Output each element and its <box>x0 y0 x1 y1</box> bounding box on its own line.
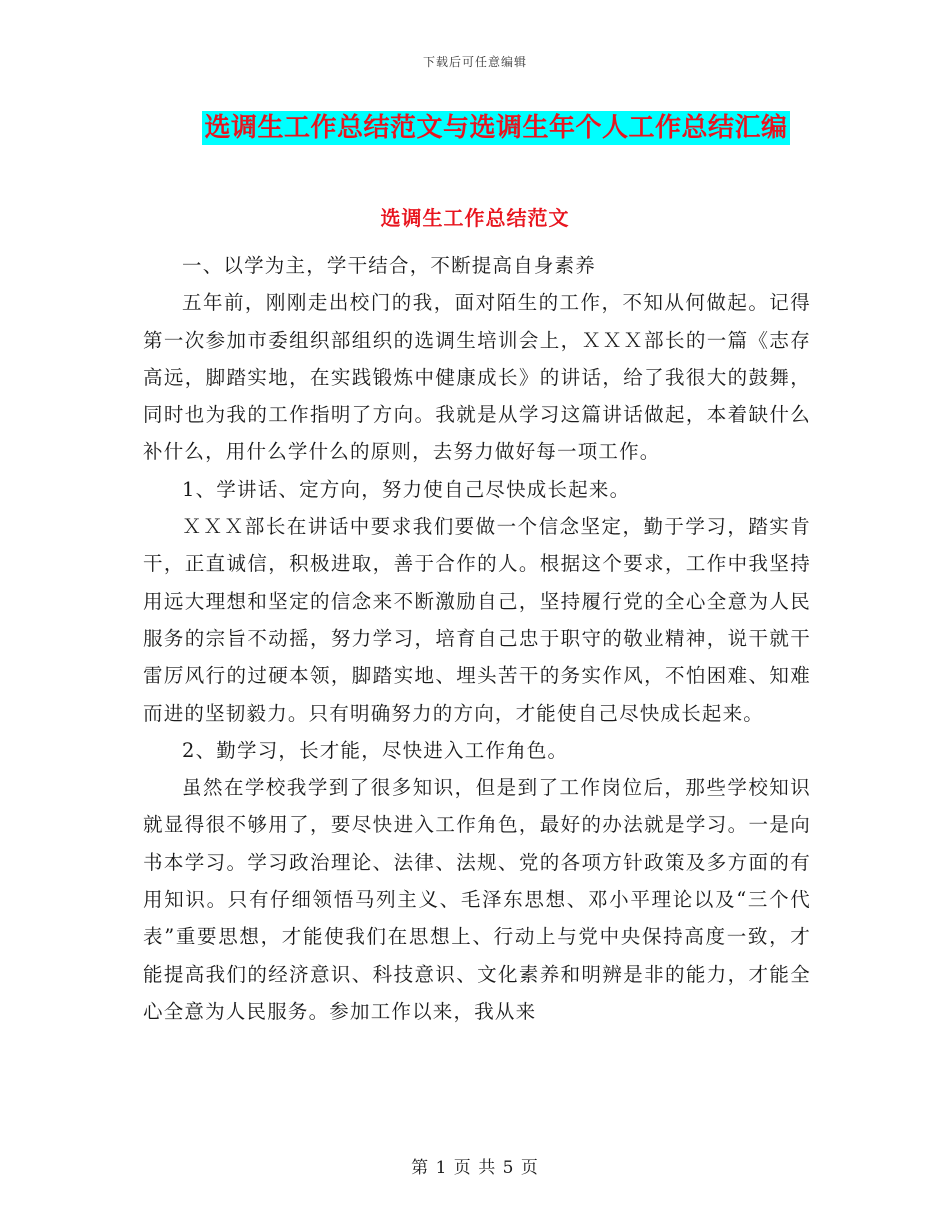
main-title-container <box>0 111 950 145</box>
paragraph-1: 五年前，刚刚走出校门的我，面对陌生的工作，不知从何做起。记得第一次参加市委组织部组织的选调生培训会上，ＸＸＸ部长的一篇《志存高远，脚踏实地，在实践锻炼中健康成长》的讲话，给了我很大的鼓舞，同时也为我的工作指明了方向。我就是从学习这篇讲话做起，本着缺什么补什么，用什么学什么的原则，去努力做好每一项工作。 <box>143 291 811 464</box>
paragraph-heading-1: 一、以学为主，学干结合，不断提高自身素养 <box>182 254 597 277</box>
paragraph-subheading-1: 1、学讲话、定方向，努力使自己尽快成长起来。 <box>182 477 631 501</box>
paragraph-subheading-2: 2、勤学习，长才能，尽快进入工作角色。 <box>182 738 569 762</box>
page-footer: 第 1 页 共 5 页 <box>411 1158 539 1178</box>
paragraph-3: 虽然在学校我学到了很多知识，但是到了工作岗位后，那些学校知识就显得很不够用了，要尽快进入工作角色，最好的办法就是学习。一是向书本学习。学习政治理论、法律、法规、党的各项方针政策及多方面的有用知识。只有仔细领悟马列主义、毛泽东思想、邓小平理论以及“三个代表”重要思想，才能使我们在思想上、行动上与党中央保持高度一致，才能提高我们的经济意识、科技意识、文化素养和明辨是非的能力，才能全心全意为人民服务。参加工作以来，我从来 <box>143 776 811 1023</box>
section-title: 选调生工作总结范文 <box>380 206 570 230</box>
document-body <box>143 247 811 1030</box>
main-title: 选调生工作总结范文与选调生年个人工作总结汇编 <box>204 113 788 143</box>
header-note: 下载后可任意编辑 <box>422 55 527 69</box>
paragraph-2: ＸＸＸ部长在讲话中要求我们要做一个信念坚定，勤于学习，踏实肯干，正直诚信，积极进取，善于合作的人。根据这个要求，工作中我坚持用远大理想和坚定的信念来不断激励自己，坚持履行党的全心全意为人民服务的宗旨不动摇，努力学习，培育自己忠于职守的敬业精神，说干就干雷厉风行的过硬本领，脚踏实地、埋头苦干的务实作风，不怕困难、知难而进的坚韧毅力。只有明确努力的方向，才能使自己尽快成长起来。 <box>143 515 811 725</box>
